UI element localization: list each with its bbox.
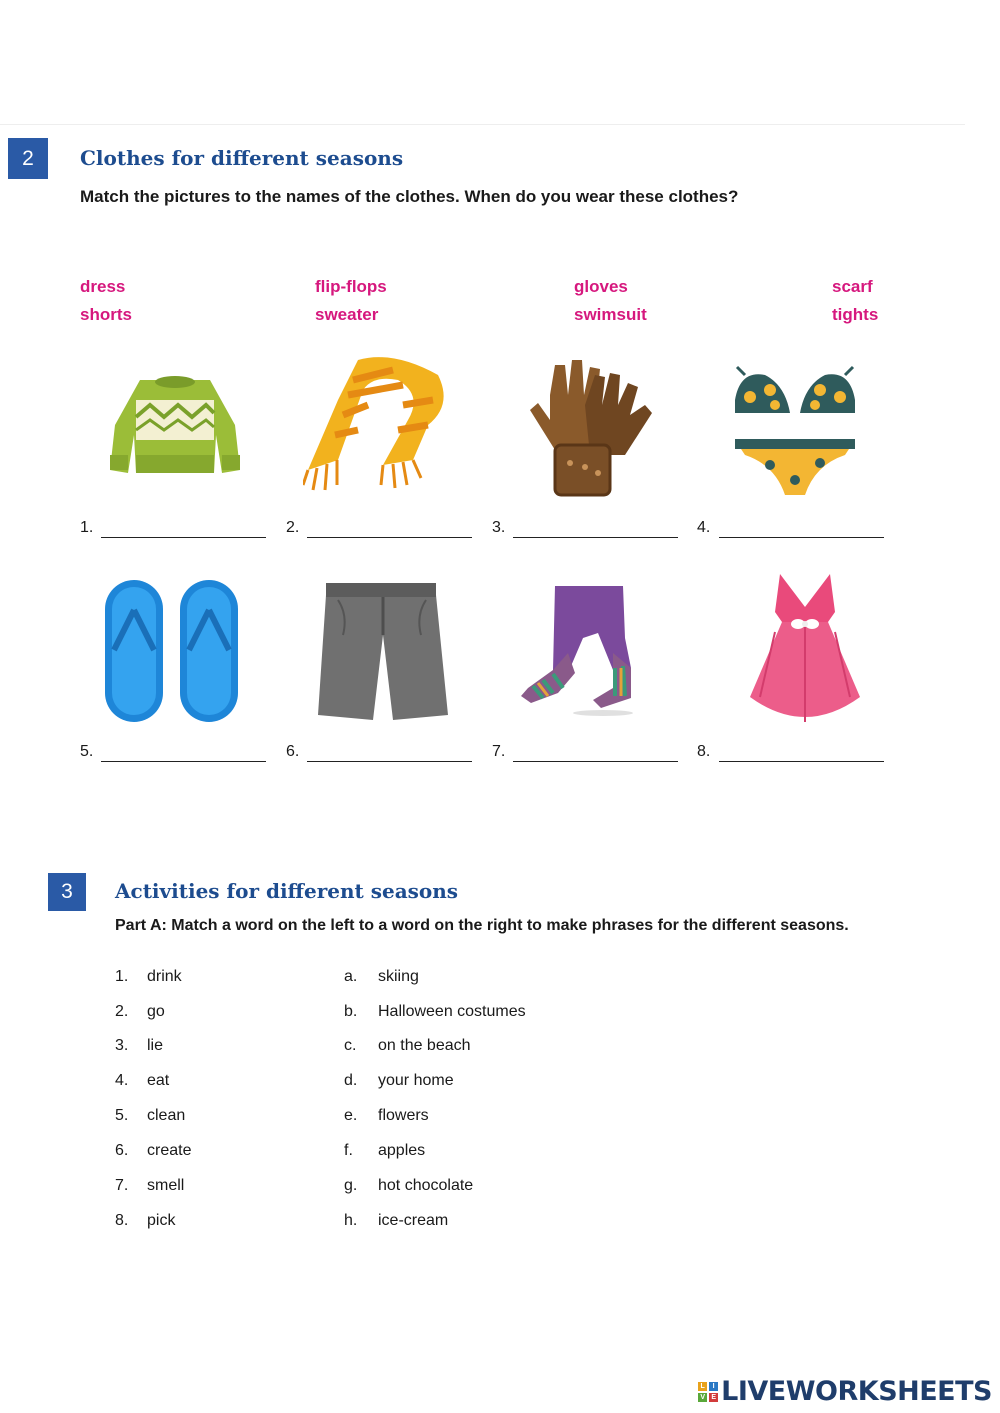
item-number: 5.: [80, 743, 94, 760]
swimsuit-icon: [725, 355, 875, 505]
list-item-word: lie: [147, 1037, 164, 1054]
word-bank-item: tights: [832, 305, 879, 324]
list-item-letter: e.: [344, 1107, 358, 1124]
list-item-letter: b.: [344, 1003, 358, 1020]
logo-text: LIVEWORKSHEETS: [721, 1376, 992, 1407]
item-number: 1.: [80, 519, 94, 536]
word-bank-item: gloves: [574, 277, 628, 296]
answer-field-5[interactable]: [101, 761, 266, 762]
list-item-number: 7.: [115, 1177, 129, 1194]
item-number: 6.: [286, 743, 300, 760]
word-bank-item: flip-flops: [315, 277, 387, 296]
list-item-number: 1.: [115, 968, 129, 985]
list-item-word: drink: [147, 968, 182, 985]
list-item-number: 8.: [115, 1212, 129, 1229]
list-item-letter: a.: [344, 968, 358, 985]
answer-field-6[interactable]: [307, 761, 472, 762]
scarf-icon: [303, 350, 453, 500]
answer-field-7[interactable]: [513, 761, 678, 762]
list-item-phrase: Halloween costumes: [378, 1003, 526, 1020]
tights-icon: [513, 578, 663, 728]
section-number-badge: 2: [8, 138, 48, 179]
list-item-word: pick: [147, 1212, 176, 1229]
list-item-letter: h.: [344, 1212, 358, 1229]
list-item-number: 2.: [115, 1003, 129, 1020]
list-item-word: clean: [147, 1107, 186, 1124]
list-item-number: 5.: [115, 1107, 129, 1124]
flip-flops-icon: [100, 575, 250, 725]
list-item-phrase: hot chocolate: [378, 1177, 474, 1194]
section-title: Clothes for different seasons: [80, 146, 404, 170]
answer-field-4[interactable]: [719, 537, 884, 538]
sweater-icon: [100, 355, 250, 505]
item-number: 2.: [286, 519, 300, 536]
top-divider: [0, 124, 965, 125]
list-item-letter: g.: [344, 1177, 358, 1194]
list-item-phrase: skiing: [378, 968, 419, 985]
answer-field-8[interactable]: [719, 761, 884, 762]
section-instruction: Match the pictures to the names of the clothes. When do you wear these clothes?: [80, 187, 739, 206]
item-number: 8.: [697, 743, 711, 760]
word-bank-item: scarf: [832, 277, 873, 296]
word-bank-item: shorts: [80, 305, 132, 324]
section-number-badge: 3: [48, 873, 86, 911]
shorts-icon: [308, 575, 458, 725]
item-number: 3.: [492, 519, 506, 536]
gloves-icon: [510, 355, 660, 505]
logo-mark-icon: L I V E: [698, 1382, 718, 1402]
list-item-phrase: your home: [378, 1072, 454, 1089]
list-item-letter: d.: [344, 1072, 358, 1089]
word-bank-item: sweater: [315, 305, 379, 324]
word-bank-item: dress: [80, 277, 126, 296]
list-item-word: create: [147, 1142, 192, 1159]
list-item-word: smell: [147, 1177, 185, 1194]
list-item-phrase: on the beach: [378, 1037, 471, 1054]
list-item-phrase: apples: [378, 1142, 426, 1159]
list-item-word: eat: [147, 1072, 170, 1089]
answer-field-1[interactable]: [101, 537, 266, 538]
item-number: 4.: [697, 519, 711, 536]
liveworksheets-logo: [698, 1376, 992, 1407]
section-instruction: Part A: Match a word on the left to a word on the right to make phrases for the different seasons.: [115, 917, 849, 934]
list-item-number: 6.: [115, 1142, 129, 1159]
item-number: 7.: [492, 743, 506, 760]
list-item-number: 4.: [115, 1072, 129, 1089]
word-bank-item: swimsuit: [574, 305, 647, 324]
list-item-number: 3.: [115, 1037, 129, 1054]
dress-icon: [730, 572, 880, 722]
list-item-phrase: flowers: [378, 1107, 429, 1124]
list-item-letter: f.: [344, 1142, 353, 1159]
answer-field-3[interactable]: [513, 537, 678, 538]
list-item-letter: c.: [344, 1037, 357, 1054]
answer-field-2[interactable]: [307, 537, 472, 538]
section-title: Activities for different seasons: [115, 879, 459, 903]
list-item-word: go: [147, 1003, 165, 1020]
list-item-phrase: ice-cream: [378, 1212, 449, 1229]
